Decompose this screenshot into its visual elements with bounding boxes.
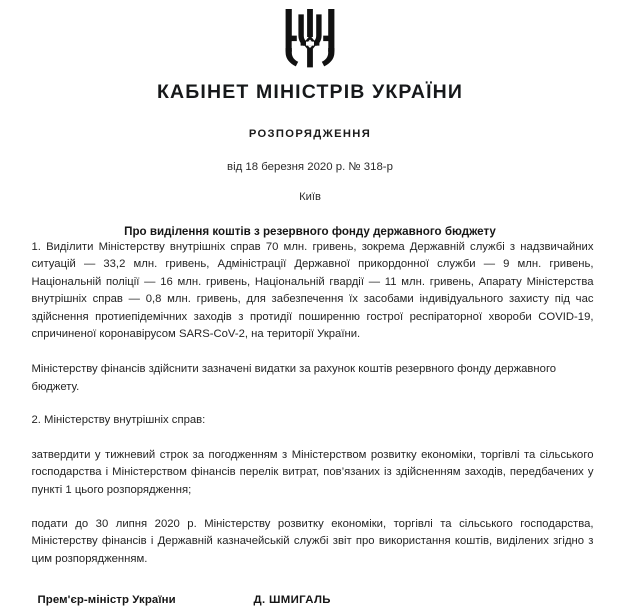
document-subject: Про виділення коштів з резервного фонду державного бюджету [124,224,496,238]
signature-role: Прем'єр-міністр України [37,594,176,606]
spacer [32,396,594,412]
paragraph-item-2a: затвердити у тижневий строк за погодженням з Міністерством розвитку економіки, торгівлі та сільського господарства і Міністерством фінансів перелік витрат, пов’язаних із здійсненням заходів, передбачених у пункті 1 цього розпорядження; [31,448,594,497]
document-body [27,239,594,569]
signature-block [27,594,594,606]
document-city: Київ [299,191,321,204]
spacer [32,430,594,447]
ukraine-trident-emblem [284,7,336,68]
paragraph-item-1: 1. Виділити Міністерству внутрішніх справ 70 млн. гривень, зокрема Державній службі з надзвичайних ситуацій — 33,2 млн. гривень, Адміністрації Державної прикордонної служби — 9 млн. гривень, Національній поліції — 16 млн. гривень, Національній гвардії — 11 млн. гривень, Апарату Міністерства внутрішніх справ — 0,8 млн. гривень, для забезпечення їх засобами індивідуального захисту під час здійснення протиепідемічних заходів з протидії поширенню гострої респіраторної хвороби COVID-19, спричиненої коронавірусом SARS-CoV-2, на території України. [31,240,594,341]
document-date-number: від 18 березня 2020 р. № 318-р [227,160,393,173]
paragraph-finance: Міністерству фінансів здійснити зазначені видатки за рахунок коштів резервного фонду державного бюджету. [31,363,557,393]
spacer [32,344,594,361]
document-type: РОЗПОРЯДЖЕННЯ [248,128,372,141]
paragraph-item-2b: подати до 30 липня 2020 р. Міністерству розвитку економіки, торгівлі та сільського господарства, Міністерству фінансів і Державній казначейській службі звіт про використання коштів, виділених згідно з цим розпорядженням. [31,517,594,565]
spacer [32,500,594,516]
paragraph-item-2: 2. Міністерству внутрішніх справ: [31,414,206,427]
page-title: КАБІНЕТ МІНІСТРІВ УКРАЇНИ [156,81,464,103]
emblem-container [0,0,620,62]
signature-name: Д. ШМИГАЛЬ [253,594,331,606]
